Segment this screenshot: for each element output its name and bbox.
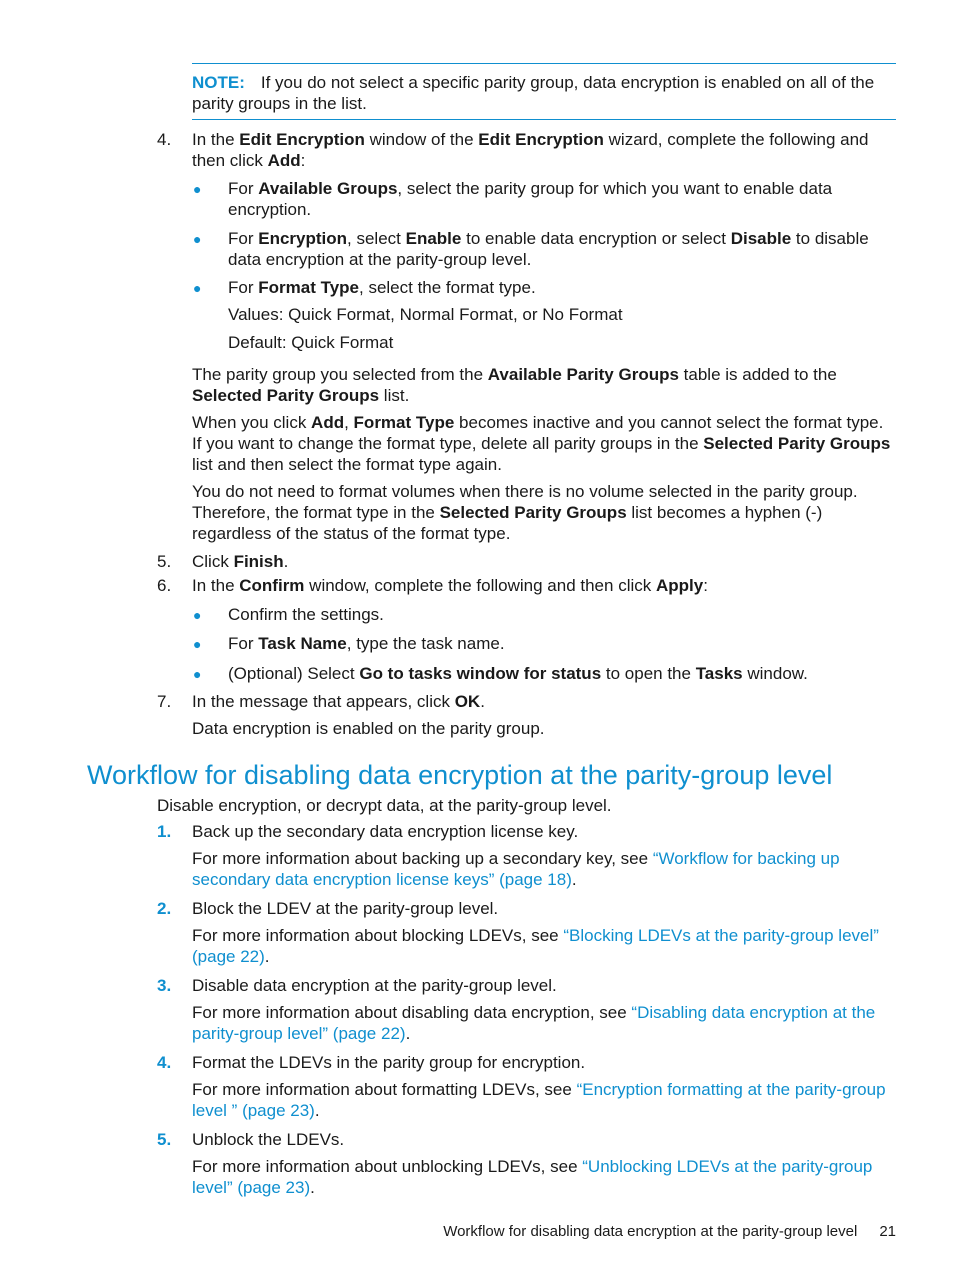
bullet-item xyxy=(228,228,898,270)
ui-term: Edit Encryption xyxy=(478,130,604,149)
text-run: list. xyxy=(379,386,410,405)
text-run: . xyxy=(283,552,289,571)
ui-term: Go to tasks window for status xyxy=(359,664,602,683)
text-run: For xyxy=(228,634,259,653)
text-run: For xyxy=(228,179,259,198)
note-text: If you do not select a specific parity group, data encryption is enabled on all of the parity groups in the list. xyxy=(192,73,875,113)
bullet-item xyxy=(228,604,898,625)
step-number: 4. xyxy=(157,130,172,149)
text-run: For more information about blocking LDEVs, see xyxy=(192,926,564,945)
ui-term: Tasks xyxy=(695,664,743,683)
bullet-icon: ● xyxy=(193,666,202,682)
text-run: window of the xyxy=(364,130,479,149)
bullet-item xyxy=(228,178,898,220)
step-result: Data encryption is enabled on the parity group. xyxy=(192,719,545,738)
section-heading: Workflow for disabling data encryption at the parity-group level xyxy=(87,760,833,790)
text-run: list becomes a hyphen (-) regardless of the status of the format type. xyxy=(192,503,823,543)
ui-term: Enable xyxy=(405,229,462,248)
text-run: . xyxy=(480,692,485,711)
step-number: 5. xyxy=(157,1130,172,1149)
note-label: NOTE: xyxy=(192,73,245,92)
text-run: to open the xyxy=(601,664,696,683)
step-text: Unblock the LDEVs. xyxy=(192,1130,345,1149)
text-run: In the message that appears, click xyxy=(192,692,455,711)
ui-term: Disable xyxy=(730,229,792,248)
cross-reference-link[interactable]: “Workflow for backing up secondary data encryption license keys” (page 18) xyxy=(192,849,840,889)
text-run: You do not need to format volumes when there is no volume selected in the parity group. Therefore, the format type in the xyxy=(192,482,858,522)
text-run: . xyxy=(314,1101,320,1120)
ui-term: Add xyxy=(311,413,345,432)
text-run: When you click xyxy=(192,413,312,432)
text-run: For more information about unblocking LDEVs, see xyxy=(192,1157,583,1176)
text-run: : xyxy=(300,151,306,170)
bullet-icon: ● xyxy=(193,181,202,197)
ui-term: Format Type xyxy=(353,413,455,432)
text-run: Confirm the settings. xyxy=(228,605,384,624)
step-paragraph xyxy=(192,364,896,406)
bullet-icon: ● xyxy=(193,231,202,247)
text-run: , select the format type. xyxy=(359,278,536,297)
step-text xyxy=(192,575,896,596)
section-intro: Disable encryption, or decrypt data, at the parity-group level. xyxy=(157,796,612,815)
step-number: 4. xyxy=(157,1053,172,1072)
text-run: For more information about formatting LDEVs, see xyxy=(192,1080,577,1099)
ui-term: Selected Parity Groups xyxy=(192,386,380,405)
page-footer xyxy=(400,1222,896,1242)
bullet-item xyxy=(228,633,898,654)
text-run: , xyxy=(344,413,354,432)
text-run: For xyxy=(228,278,259,297)
note-box xyxy=(192,63,896,120)
text-run: becomes inactive and you cannot select the format type. If you want to change the format type, delete all parity groups in the xyxy=(192,413,884,453)
step-more-info xyxy=(192,1156,896,1198)
text-run: For xyxy=(228,229,259,248)
footer-title: Workflow for disabling data encryption at the parity-group level xyxy=(443,1223,858,1240)
step-more-info xyxy=(192,1002,896,1044)
text-run: to enable data encryption or select xyxy=(461,229,731,248)
step-text: Disable data encryption at the parity-group level. xyxy=(192,976,557,995)
step-number: 6. xyxy=(157,576,172,595)
text-run: window. xyxy=(742,664,808,683)
ui-term: Confirm xyxy=(239,576,305,595)
cross-reference-link[interactable]: “Blocking LDEVs at the parity-group level” (page 22) xyxy=(192,926,879,966)
step-paragraph xyxy=(192,412,896,475)
text-run: , select the parity group for which you want to enable data encryption. xyxy=(228,179,833,219)
step-number: 1. xyxy=(157,822,172,841)
text-run: . xyxy=(405,1024,411,1043)
step-text: Block the LDEV at the parity-group level. xyxy=(192,899,499,918)
ui-term: Available Groups xyxy=(258,179,398,198)
ui-term: OK xyxy=(454,692,481,711)
bullet-item xyxy=(228,277,898,298)
text-run: (Optional) Select xyxy=(228,664,360,683)
ui-term: Selected Parity Groups xyxy=(439,503,627,522)
step-text xyxy=(192,691,896,712)
step-text xyxy=(192,551,896,572)
text-run: . xyxy=(310,1178,315,1197)
note-content xyxy=(192,72,896,114)
text-run: Click xyxy=(192,552,234,571)
step-number: 7. xyxy=(157,692,172,711)
text-run: table is added to the xyxy=(678,365,837,384)
cross-reference-link[interactable]: “Disabling data encryption at the parity-group level” (page 22) xyxy=(192,1003,876,1043)
text-run: . xyxy=(571,870,577,889)
format-default: Default: Quick Format xyxy=(228,333,394,352)
step-number: 2. xyxy=(157,899,172,918)
format-values: Values: Quick Format, Normal Format, or No Format xyxy=(228,305,623,324)
step-more-info xyxy=(192,848,896,890)
cross-reference-link[interactable]: “Encryption formatting at the parity-group level ” (page 23) xyxy=(192,1080,886,1120)
text-run: to disable data encryption at the parity-group level. xyxy=(228,229,869,269)
text-run: , type the task name. xyxy=(346,634,505,653)
step-number: 5. xyxy=(157,552,172,571)
bullet-icon: ● xyxy=(193,607,202,623)
bullet-icon: ● xyxy=(193,636,202,652)
text-run: window, complete the following and then click xyxy=(304,576,656,595)
step-more-info xyxy=(192,1079,896,1121)
text-run: In the xyxy=(192,130,240,149)
ui-term: Apply xyxy=(655,576,704,595)
step-more-info xyxy=(192,925,896,967)
step-text xyxy=(192,129,896,171)
ui-term: Edit Encryption xyxy=(239,130,365,149)
ui-term: Available Parity Groups xyxy=(487,365,679,384)
ui-term: Format Type xyxy=(258,278,359,297)
step-text: Back up the secondary data encryption license key. xyxy=(192,822,579,841)
text-run: The parity group you selected from the xyxy=(192,365,488,384)
text-run: . xyxy=(264,947,270,966)
ui-term: Add xyxy=(267,151,301,170)
text-run: wizard, complete the following and then click xyxy=(192,130,869,170)
ui-term: Selected Parity Groups xyxy=(703,434,891,453)
text-run: : xyxy=(703,576,708,595)
ui-term: Encryption xyxy=(258,229,348,248)
step-paragraph xyxy=(192,481,896,544)
cross-reference-link[interactable]: “Unblocking LDEVs at the parity-group level” (page 23) xyxy=(192,1157,873,1197)
text-run: In the xyxy=(192,576,240,595)
text-run: , select xyxy=(347,229,406,248)
ui-term: Finish xyxy=(233,552,284,571)
ui-term: Task Name xyxy=(258,634,347,653)
bullet-item xyxy=(228,663,898,684)
step-number: 3. xyxy=(157,976,172,995)
text-run: For more information about backing up a secondary key, see xyxy=(192,849,653,868)
page-number: 21 xyxy=(879,1223,896,1240)
bullet-icon: ● xyxy=(193,280,202,296)
step-text: Format the LDEVs in the parity group for encryption. xyxy=(192,1053,586,1072)
text-run: For more information about disabling data encryption, see xyxy=(192,1003,632,1022)
text-run: list and then select the format type again. xyxy=(192,455,502,474)
